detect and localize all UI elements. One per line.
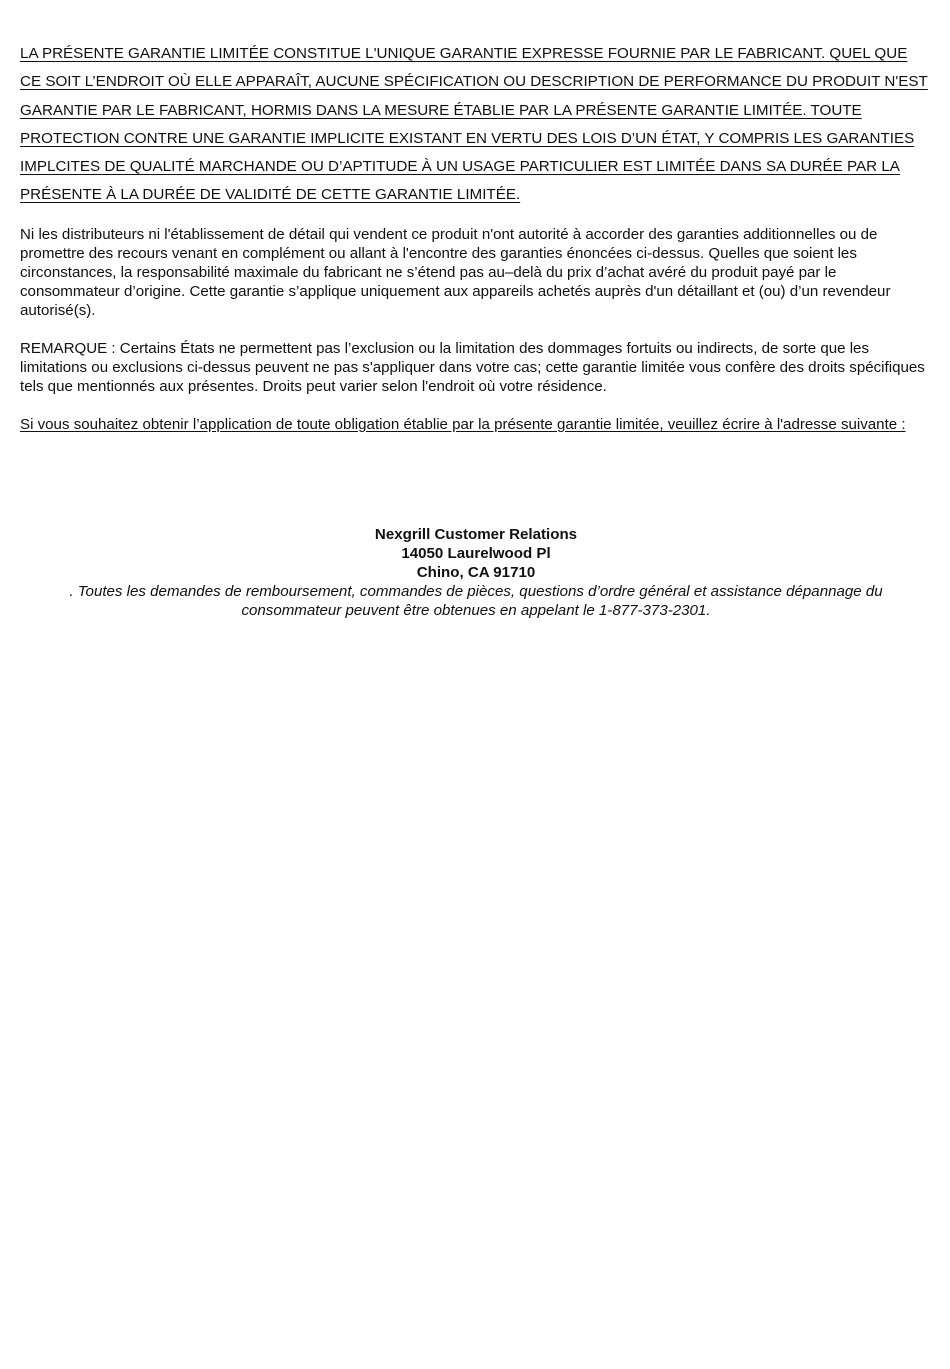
obligation-paragraph: Si vous souhaitez obtenir l’application de toute obligation établie par la présente garantie limitée, veuillez écrire à l'adresse suivante : xyxy=(20,415,906,433)
phone-note: . Toutes les demandes de remboursement, commandes de pièces, questions d’ordre général et assistance dépannage du consommateur peuvent être obtenues en appelant le 1-877-373-2301. xyxy=(69,583,883,619)
warranty-page xyxy=(20,40,932,453)
contact-block xyxy=(20,525,932,620)
city-address: Chino, CA 91710 xyxy=(416,564,536,581)
street-address: 14050 Laurelwood Pl xyxy=(401,545,551,562)
remarque-paragraph: REMARQUE : Certains États ne permettent pas l’exclusion ou la limitation des dommages fortuits ou indirects, de sorte que les limitations ou exclusions ci-dessus peuvent ne pas s'appliquer dans votre cas; cette garantie limitée vous confère des droits spécifiques tels que mentionnés aux présentes. Droits peut varier selon l'endroit où votre résidence. xyxy=(20,339,925,395)
warranty-disclaimer: LA PRÉSENTE GARANTIE LIMITÉE CONSTITUE L'UNIQUE GARANTIE EXPRESSE FOURNIE PAR LE FABRICANT. QUEL QUE CE SOIT L’ENDROIT OÙ ELLE APPARAÎT, AUCUNE SPÉCIFICATION OU DESCRIPTION DE PERFORMANCE DU PRODUIT N'EST GARANTIE PAR LE FABRICANT, HORMIS DANS LA MESURE ÉTABLIE PAR LA PRÉSENTE GARANTIE LIMITÉE. TOUTE PROTECTION CONTRE UNE GARANTIE IMPLICITE EXISTANT EN VERTU DES LOIS D’UN ÉTAT, Y COMPRIS LES GARANTIES IMPLCITES DE QUALITÉ MARCHANDE OU D’APTITUDE À UN USAGE PARTICULIER EST LIMITÉE DANS SA DURÉE PAR LA PRÉSENTE À LA DURÉE DE VALIDITÉ DE CETTE GARANTIE LIMITÉE. xyxy=(20,45,928,204)
distributors-paragraph: Ni les distributeurs ni l'établissement de détail qui vendent ce produit n'ont autorité à accorder des garanties additionnelles ou de promettre des recours venant en complément ou allant à l'encontre des garanties énoncées ci-dessus. Quelles que soient les circonstances, la responsabilité maximale du fabricant ne s’étend pas au–delà du prix d’achat avéré du produit payé par le consommateur d’origine. Cette garantie s’applique uniquement aux appareils achetés auprès d'un détaillant et (ou) d’un revendeur autorisé(s). xyxy=(20,225,891,319)
company-name: Nexgrill Customer Relations xyxy=(374,526,578,543)
